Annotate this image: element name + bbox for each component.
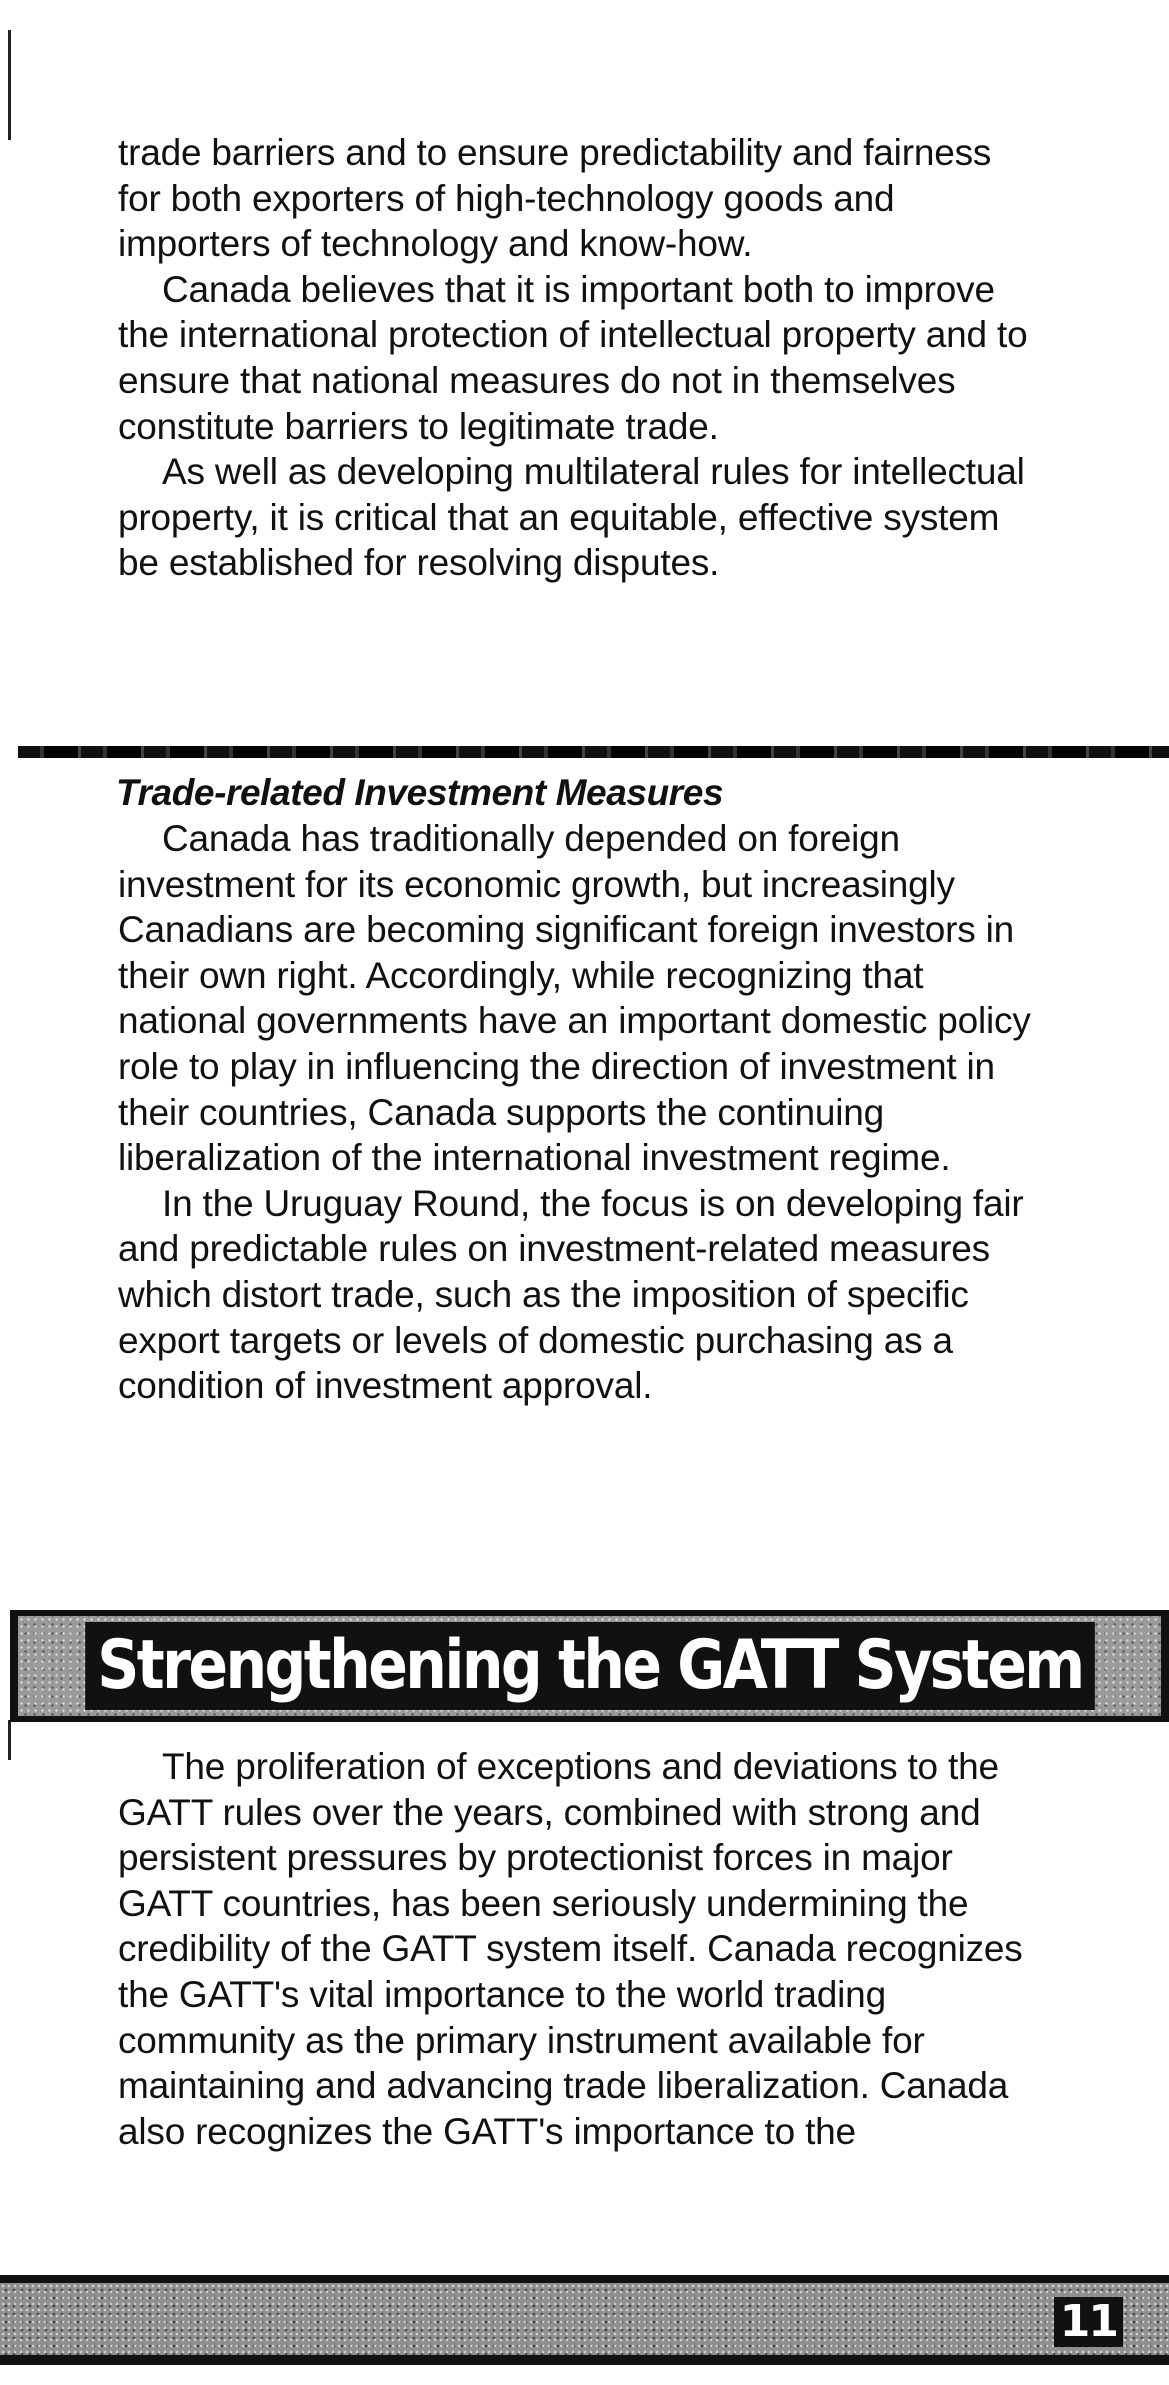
- gatt-section: [118, 1744, 1038, 2154]
- banner-texture: [18, 1616, 1161, 1716]
- section-banner: [10, 1610, 1169, 1722]
- footer-bar: [0, 2275, 1169, 2365]
- trims-heading: Trade-related Investment Measures: [116, 772, 724, 813]
- intro-section: [118, 130, 1038, 586]
- intro-paragraph-3: As well as developing multilateral rules for intellectual property, it is critical that an equitable, effective system be established for resolving disputes.: [118, 451, 1025, 584]
- gatt-paragraph-1: The proliferation of exceptions and deviations to the GATT rules over the years, combined with strong and persistent pressures by protectionist forces in major GATT countries, has been seriously undermining the credibility of the GATT system itself. Canada recognizes the GATT's vital importance to the world trading community as the primary instrument available for maintaining and advancing trade liberalization. Canada also recognizes the GATT's importance to the: [118, 1746, 1023, 2152]
- trims-paragraph-1: Canada has traditionally depended on foreign investment for its economic growth, but increasingly Canadians are becoming significant foreign investors in their own right. Accordingly, while recognizing that national governments have an important domestic policy role to play in influencing the direction of investment in their countries, Canada supports the continuing liberalization of the international investment regime.: [118, 818, 1031, 1179]
- scan-edge-mark: [8, 1720, 11, 1760]
- banner-title: Strengthening the GATT System: [85, 1622, 1095, 1710]
- trims-paragraph-2: In the Uruguay Round, the focus is on developing fair and predictable rules on investment-related measures which distort trade, such as the imposition of specific export targets or levels of domestic purchasing as a condition of investment approval.: [118, 1182, 1024, 1407]
- section-divider-rule: [18, 746, 1169, 758]
- scan-edge-mark: [8, 30, 11, 140]
- footer-texture: [0, 2283, 1169, 2355]
- intro-paragraph-2: Canada believes that it is important both to improve the international protection of intellectual property and to ensure that national measures do not in themselves constitute barriers to legitimate trade.: [118, 268, 1028, 447]
- page-number: 11: [1054, 2297, 1123, 2347]
- intro-paragraph-1: trade barriers and to ensure predictability and fairness for both exporters of high-technology goods and importers of technology and know-how.: [118, 132, 992, 265]
- trims-section: [118, 816, 1038, 1409]
